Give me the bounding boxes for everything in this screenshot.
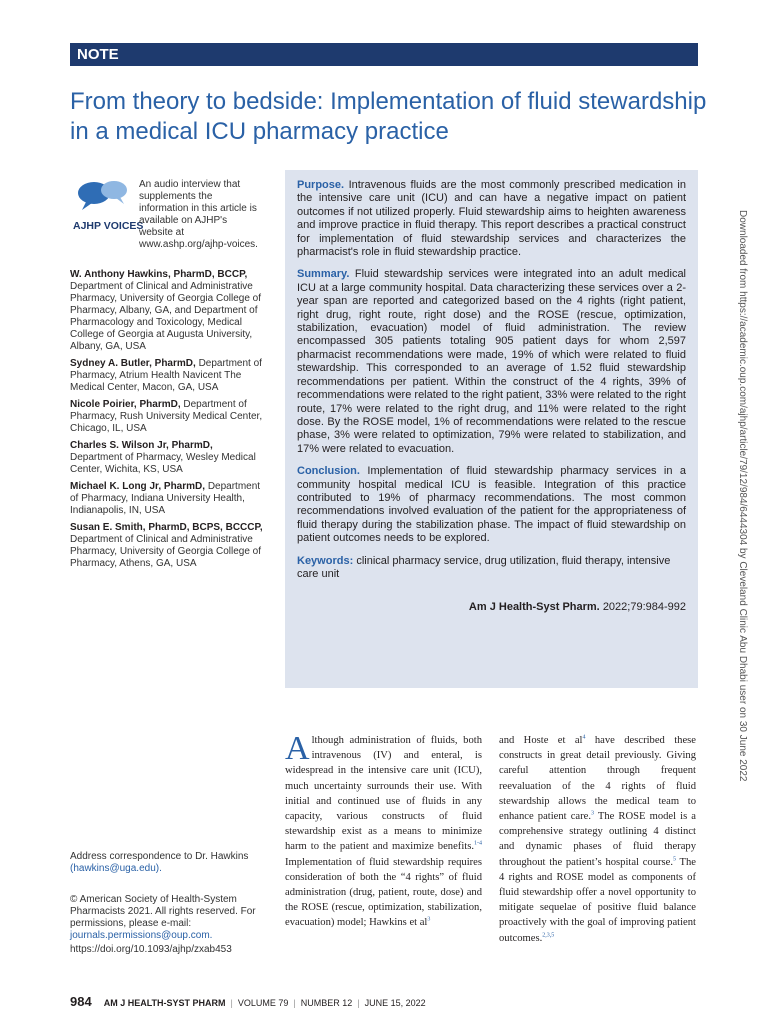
reference-link[interactable]: 2,3,5 [542, 932, 555, 939]
article-title: From theory to bedside: Implementation of fluid stewardship in a medical ICU pharmacy practice [70, 88, 707, 145]
body-text: lthough administration of fluids, both intravenous (IV) and enteral, is widespread in the intensive care unit (ICU), much uncertainty surrounds their use. With initial and continued use of fluids in any capacity, various constructs of fluid stewardship exist as a means to minimize harm to the patient and maximize benefits. [285, 735, 482, 853]
body-text: Implementation of fluid stewardship requires consideration of both the “4 rights” of fluid administration (drug, patient, route, dose) and the ROSE (rescue, optimization, stabilization, evacuation) model; Hawkins et al [285, 856, 482, 929]
citation [297, 601, 686, 614]
reference-link[interactable]: 3 [427, 916, 431, 923]
correspondence-text: Address correspondence to Dr. Hawkins [70, 851, 249, 862]
author-entry [70, 269, 266, 353]
abstract-summary [297, 268, 686, 456]
footer-volume: VOLUME 79 [237, 998, 289, 1008]
correspondence [70, 851, 270, 875]
citation-ref: 2022;79:984-992 [602, 601, 686, 614]
keywords-text: clinical pharmacy service, drug utilization, fluid therapy, intensive care unit [297, 554, 671, 580]
author-entry [70, 358, 266, 394]
body-text: have described these constructs in great detail previously. Giving careful attention through frequent reevaluation of the 4 rights of fluid stewardship allows the medical team to enhance patient care. [499, 735, 696, 823]
copyright [70, 894, 270, 942]
author-name: Michael K. Long Jr, PharmD, [70, 481, 206, 492]
abstract-conclusion [297, 465, 686, 545]
author-name: Sydney A. Butler, PharmD, [70, 358, 196, 369]
download-watermark: Downloaded from https://academic.oup.com/ajhp/article/79/12/984/6444304 by Cleveland Clinic Abu Dhabi user on 30 June 2022 [737, 210, 748, 782]
body-text: The ROSE model is a comprehensive strategy outlining 4 distinct and dynamic phases of fluid therapy throughout the patient’s hospital course. [499, 811, 696, 868]
conclusion-text: Implementation of fluid stewardship pharmacy services in a community hospital medical ICU is feasible. Integration of this practice contributed to 19% of pharmacy recommendations. The most common recommendations involved evaluation of the patient for the appropriateness of fluid therapy during the stabilization phase. The impact of fluid stewardship on patient outcomes needs to be explored. [297, 465, 686, 545]
reference-link[interactable]: 3 [590, 810, 594, 817]
permissions-email-link[interactable]: journals.permissions@oup.com. [70, 930, 213, 941]
author-name: Charles S. Wilson Jr, PharmD, [70, 440, 213, 451]
body-column-2 [499, 733, 696, 946]
reference-link[interactable]: 4 [582, 734, 586, 741]
abstract-purpose [297, 179, 686, 259]
author-affiliation: Department of Pharmacy, Rush University Medical Center, Chicago, IL, USA [70, 399, 263, 434]
author-entry [70, 522, 266, 570]
author-name: W. Anthony Hawkins, PharmD, BCCP, [70, 269, 248, 280]
summary-text: Fluid stewardship services were integrated into an adult medical ICU at a large community hospital. Data characterizing these services over a 2-year span are reported and categorized based on the 4 rights (right patient, right drug, right route, right dose) and the ROSE (rescue, optimization, stabilization, evacuation) model of fluid administration. The review encompassed 305 patients totaling 905 patient days for whom 2,597 pharmacist recommendations were made, 19% of which were related to fluid stewardship. This corresponded to an average of 1.52 fluid stewardship recommendations per patient. Within the construct of the 4 rights, 39% of recommendations were related to the right patient, 33% were related to the right route, 17% were related to the right drug, and 11% were related to the right dose. By the ROSE model, 1% of recommendations were related to the rescue phase, 3% were related to optimization, 79% were related to stabilization, and 17% were related to evacuation. [297, 268, 687, 455]
reference-link[interactable]: 5 [673, 856, 677, 863]
summary-label: Summary. [297, 268, 350, 281]
drop-cap: A [285, 730, 310, 767]
abstract-keywords [297, 555, 686, 582]
author-entry [70, 481, 266, 517]
speech-bubbles-icon [72, 177, 144, 233]
copyright-text: © American Society of Health-System Pharmacists 2021. All rights reserved. For permissions, please e-mail: [70, 894, 256, 929]
author-affiliation: Department of Pharmacy, Wesley Medical Center, Wichita, KS, USA [70, 452, 256, 475]
footer-journal: AM J HEALTH-SYST PHARM [103, 998, 226, 1008]
footer-date: JUNE 15, 2022 [364, 998, 426, 1008]
body-column-1 [285, 730, 482, 931]
author-entry [70, 399, 266, 435]
citation-journal: Am J Health-Syst Pharm. [468, 601, 600, 614]
abstract-box [285, 170, 698, 688]
ajhp-voices-logo[interactable] [72, 177, 144, 233]
footer-number: NUMBER 12 [300, 998, 353, 1008]
footer-divider: | [293, 998, 296, 1008]
author-affiliation: Department of Clinical and Administrative Pharmacy, University of Georgia College of Pharmacy, Albany, GA, and Department of Pharmacology and Toxicology, Medical College of Georgia at Augusta University, Albany, GA, USA [70, 281, 262, 352]
body-text: The 4 rights and ROSE model as components of fluid stewardship offer a novel opportunity to mitigate sequelae of positive fluid balance proactively with the goal of improving patient outcomes. [499, 856, 697, 944]
doi-link[interactable]: https://doi.org/10.1093/ajhp/zxab453 [70, 944, 232, 955]
page-number: 984 [70, 994, 92, 1009]
logo-wordmark: AJHP VOICES [73, 220, 144, 232]
footer-divider: | [230, 998, 233, 1008]
author-affiliation: Department of Pharmacy, Atrium Health Navicent The Medical Center, Macon, GA, USA [70, 358, 262, 393]
page-footer [70, 995, 700, 1010]
author-affiliation: Department of Pharmacy, Indiana University Health, Indianapolis, IN, USA [70, 481, 261, 516]
correspondence-email-link[interactable]: (hawkins@uga.edu). [70, 863, 162, 874]
author-name: Susan E. Smith, PharmD, BCPS, BCCCP, [70, 522, 263, 533]
purpose-label: Purpose. [297, 179, 345, 191]
body-text: and Hoste et al [499, 735, 583, 746]
section-tag: NOTE [70, 43, 698, 66]
author-list [70, 269, 266, 575]
footer-divider: | [357, 998, 360, 1008]
author-affiliation: Department of Clinical and Administrative Pharmacy, University of Georgia College of Pharmacy, Athens, GA, USA [70, 534, 262, 569]
reference-link[interactable]: 1-4 [474, 840, 482, 847]
author-entry [70, 440, 266, 476]
audio-note: An audio interview that supplements the information in this article is available on AJHP's website at www.ashp.org/ajhp-voices. [139, 179, 258, 250]
author-name: Nicole Poirier, PharmD, [70, 399, 181, 410]
purpose-text: Intravenous fluids are the most commonly prescribed medication in the intensive care unit (ICU) and can have a negative impact on patient outcomes if not utilized properly. Fluid stewardship aims to heighten awareness and improve practice in fluid therapy. This report describes a practical construct for implementation of fluid stewardship services and characterizes the pharmacist's role in fluid stewardship practice. [297, 179, 686, 259]
keywords-label: Keywords: [297, 554, 354, 567]
conclusion-label: Conclusion. [297, 465, 360, 478]
